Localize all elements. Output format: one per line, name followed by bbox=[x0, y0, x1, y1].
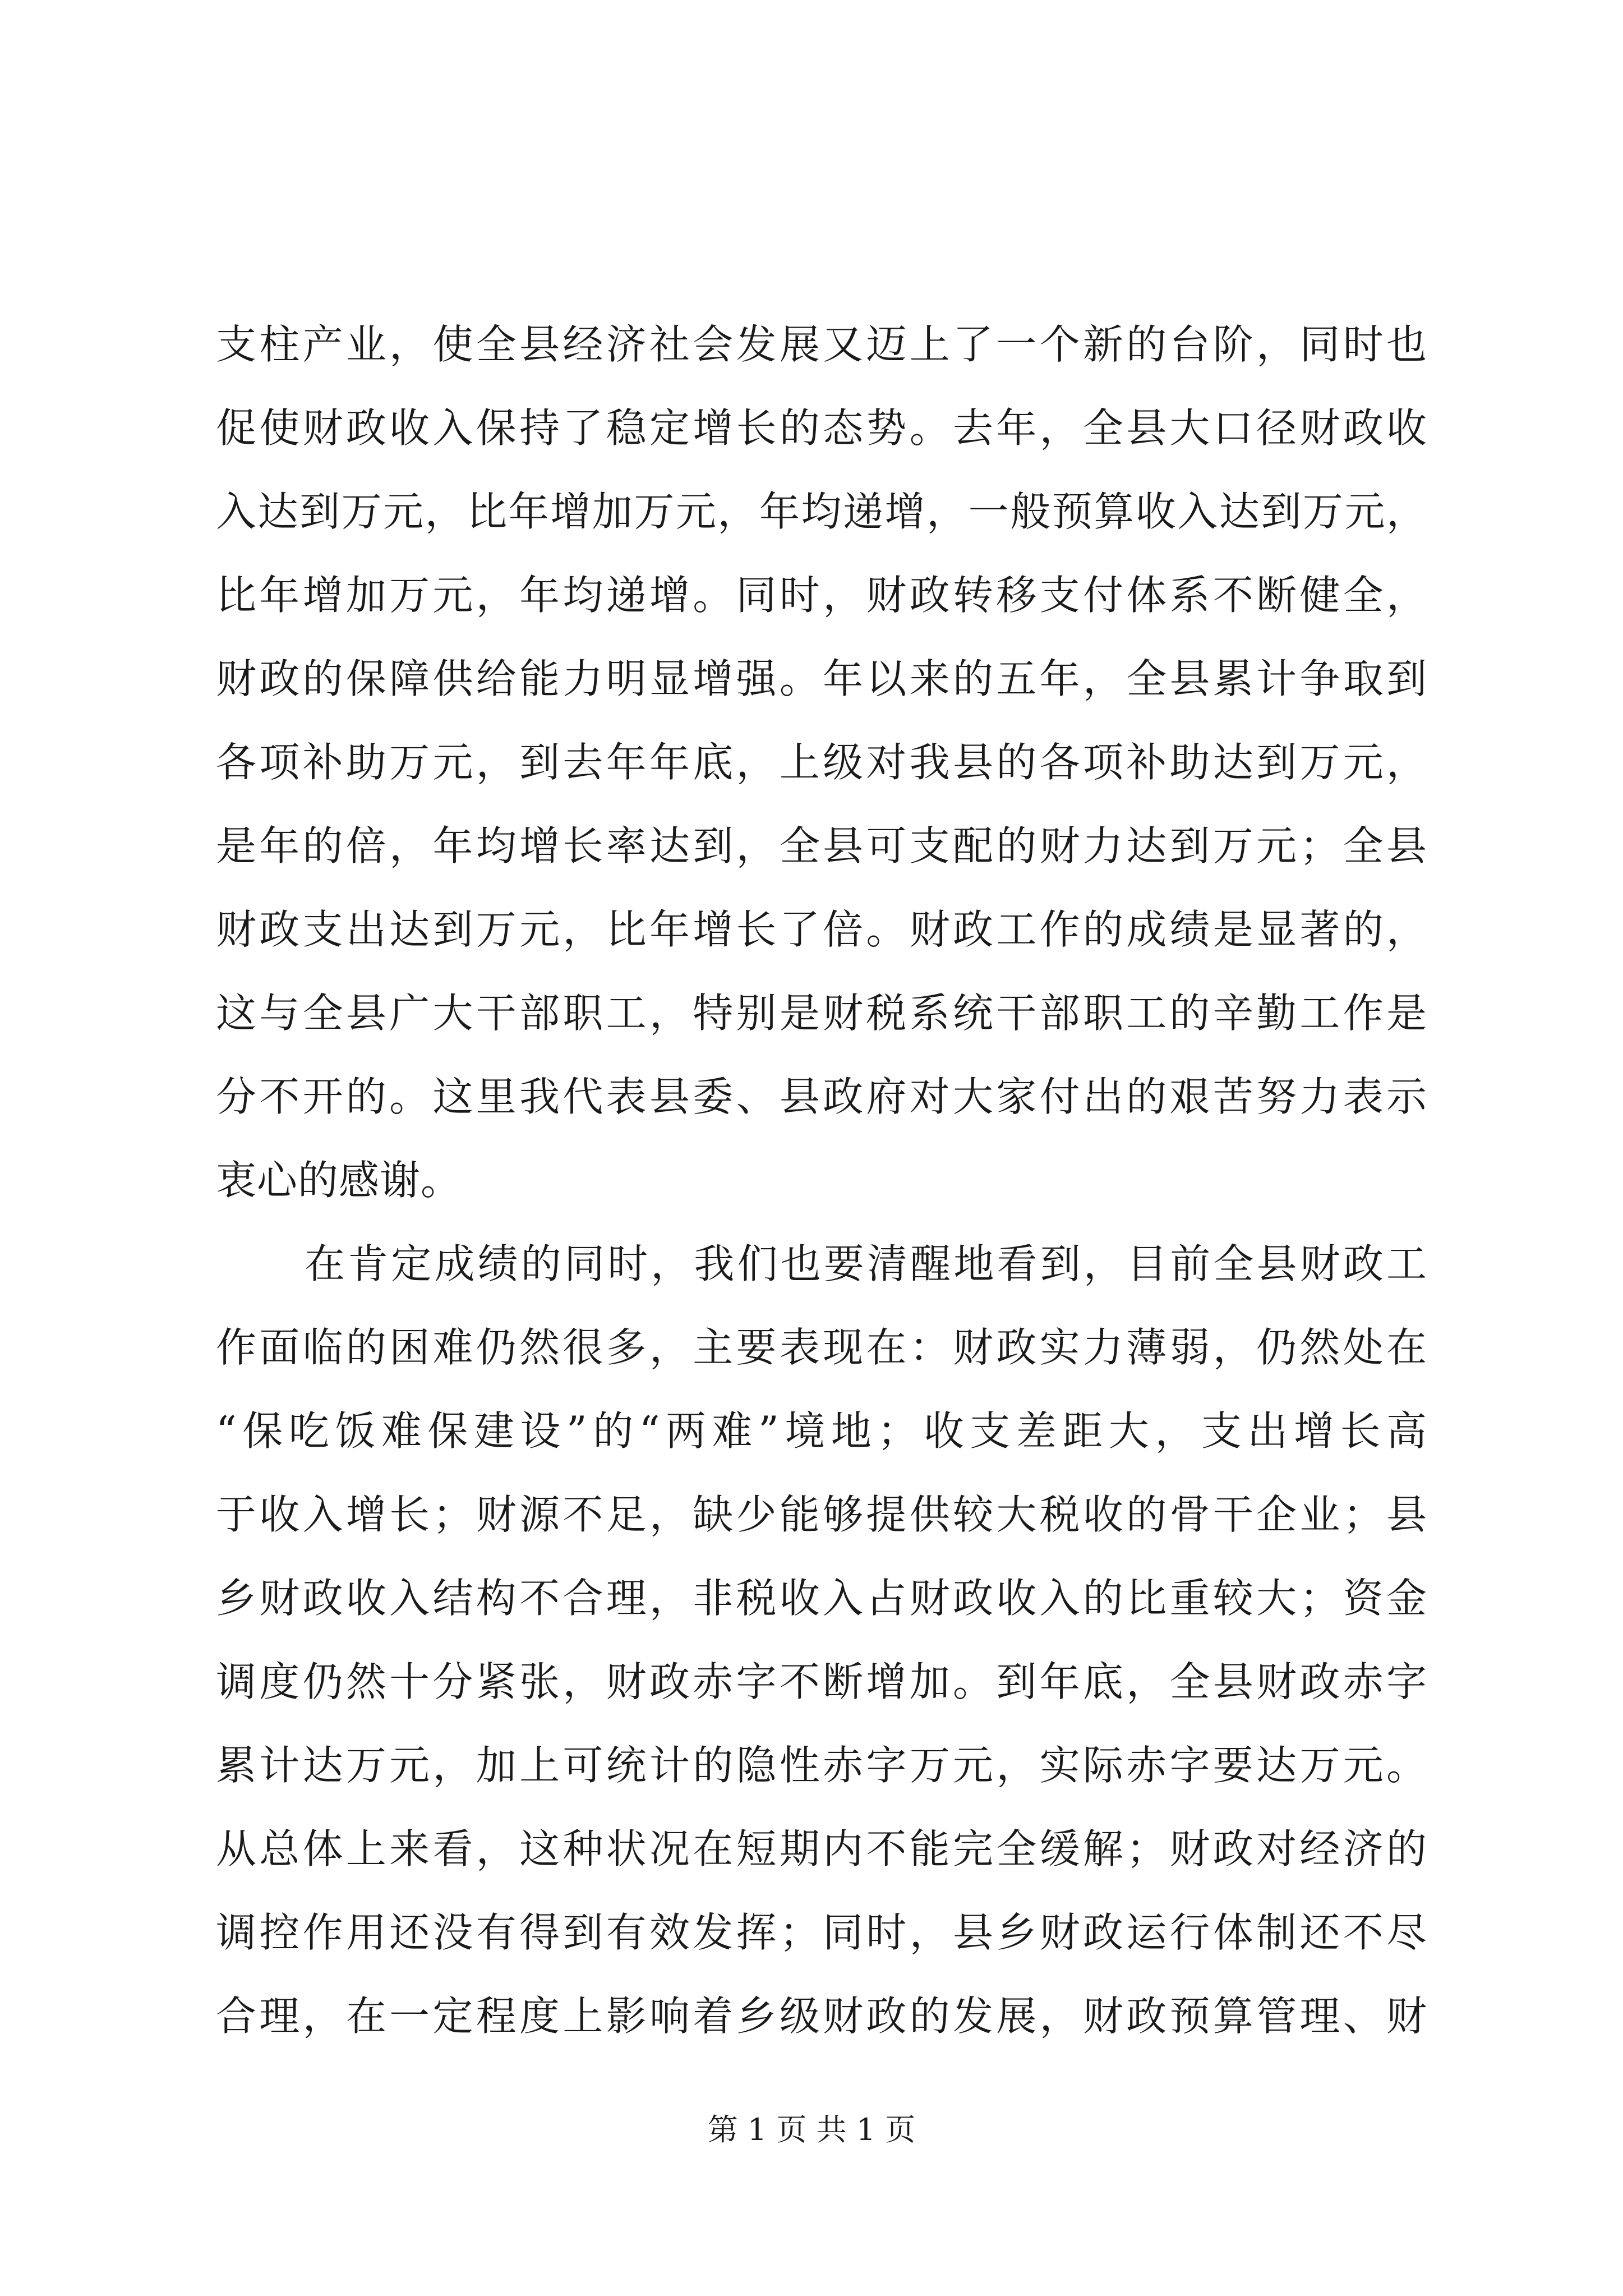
text-line: 调控作用还没有得到有效发挥；同时，县乡财政运行体制还不尽 bbox=[216, 1909, 1427, 1956]
page-footer bbox=[0, 2110, 1623, 2150]
text-line: 入达到万元，比年增加万元，年均递增，一般预算收入达到万元， bbox=[216, 488, 1427, 535]
paragraph-2 bbox=[216, 1222, 1427, 2058]
text-line: 是年的倍，年均增长率达到，全县可支配的财力达到万元；全县 bbox=[216, 822, 1427, 869]
text-line: 财政支出达到万元，比年增长了倍。财政工作的成绩是显著的， bbox=[216, 906, 1427, 953]
text-line: 各项补助万元，到去年年底，上级对我县的各项补助达到万元， bbox=[216, 739, 1427, 786]
page-number-label: 第 1 页 共 1 页 bbox=[707, 2112, 916, 2147]
text-line: 这与全县广大干部职工，特别是财税系统干部职工的辛勤工作是 bbox=[216, 990, 1427, 1037]
text-line: 调度仍然十分紧张，财政赤字不断增加。到年底，全县财政赤字 bbox=[216, 1658, 1427, 1705]
text-line: 分不开的。这里我代表县委、县政府对大家付出的艰苦努力表示 bbox=[216, 1073, 1427, 1120]
text-line: 促使财政收入保持了稳定增长的态势。去年，全县大口径财政收 bbox=[216, 404, 1427, 452]
text-line: 作面临的困难仍然很多，主要表现在：财政实力薄弱，仍然处在 bbox=[216, 1324, 1427, 1371]
text-line: 累计达万元，加上可统计的隐性赤字万元，实际赤字要达万元。 bbox=[216, 1742, 1427, 1789]
text-line: 在肯定成绩的同时，我们也要清醒地看到，目前全县财政工 bbox=[305, 1240, 1427, 1287]
text-line: 乡财政收入结构不合理，非税收入占财政收入的比重较大；资金 bbox=[216, 1575, 1427, 1622]
text-line: “保吃饭难保建设”的“两难”境地；收支差距大，支出增长高 bbox=[216, 1407, 1427, 1455]
text-line: 比年增加万元，年均递增。同时，财政转移支付体系不断健全， bbox=[216, 572, 1427, 619]
text-line: 支柱产业，使全县经济社会发展又迈上了一个新的台阶，同时也 bbox=[216, 321, 1427, 368]
text-line: 财政的保障供给能力明显增强。年以来的五年，全县累计争取到 bbox=[216, 655, 1427, 702]
text-line: 于收入增长；财源不足，缺少能够提供较大税收的骨干企业；县 bbox=[216, 1491, 1427, 1538]
text-line: 从总体上来看，这种状况在短期内不能完全缓解；财政对经济的 bbox=[216, 1825, 1427, 1872]
text-line: 合理，在一定程度上影响着乡级财政的发展，财政预算管理、财 bbox=[216, 1993, 1427, 2040]
document-body bbox=[216, 303, 1427, 2058]
text-line: 衷心的感谢。 bbox=[216, 1157, 462, 1204]
paragraph-1 bbox=[216, 303, 1427, 1222]
